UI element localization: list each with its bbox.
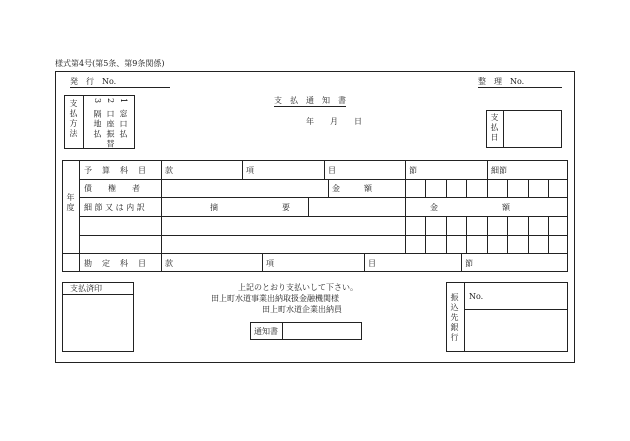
date-field: 年 月 日	[306, 117, 362, 126]
transfer-bank-number: No.	[469, 292, 484, 301]
payment-method-option-3: 3 隔地払	[93, 98, 102, 140]
kanjo-kan-label: 款	[165, 259, 173, 268]
kanjo-kou-label: 項	[266, 259, 274, 268]
budget-item-label: 予 算 科 目	[84, 166, 147, 175]
payment-method-option-2: 2 口座振替	[106, 98, 115, 150]
message-line-2: 田上町水道事業出納取扱金融機関様	[211, 294, 339, 303]
seiri-number-field: 整 理 No.	[478, 77, 562, 88]
budget-moku-label: 目	[328, 166, 336, 175]
tekiyo-label: 摘 要	[210, 203, 290, 212]
notice-label: 通知書	[254, 327, 278, 336]
creditor-label: 債 権 者	[84, 184, 140, 193]
document-title: 支 払 通 知 書	[274, 96, 346, 105]
payment-method-option-1: 1 窓口払	[119, 98, 128, 140]
budget-kan-label: 款	[165, 166, 173, 175]
payment-date-label: 支払日	[490, 113, 499, 143]
form-number-label: 様式第4号(第5条、第9条関係)	[55, 59, 165, 68]
message-line-1: 上記のとおり支払いして下さい。	[238, 283, 358, 292]
budget-saisetsu-label: 細節	[491, 166, 507, 175]
paid-stamp-label: 支払済印	[70, 284, 102, 293]
kanjo-item-label: 勘 定 科 目	[84, 259, 147, 268]
kanjo-setsu-label: 節	[465, 259, 473, 268]
detail-amount-label: 金 額	[430, 203, 510, 212]
fiscal-year-label: 年度	[66, 193, 75, 213]
issue-number-field: 発 行 No.	[70, 77, 170, 88]
budget-setsu-label: 節	[409, 166, 417, 175]
transfer-bank-label: 振込先銀行	[450, 293, 459, 343]
kanjo-moku-label: 目	[368, 259, 376, 268]
detail-label: 細 節 又 は 内 訳	[84, 203, 145, 212]
amount-label: 金 額	[332, 184, 372, 193]
message-line-3: 田上町水道企業出納員	[262, 305, 342, 314]
payment-method-label: 支払方法	[69, 99, 78, 139]
budget-kou-label: 項	[246, 166, 254, 175]
